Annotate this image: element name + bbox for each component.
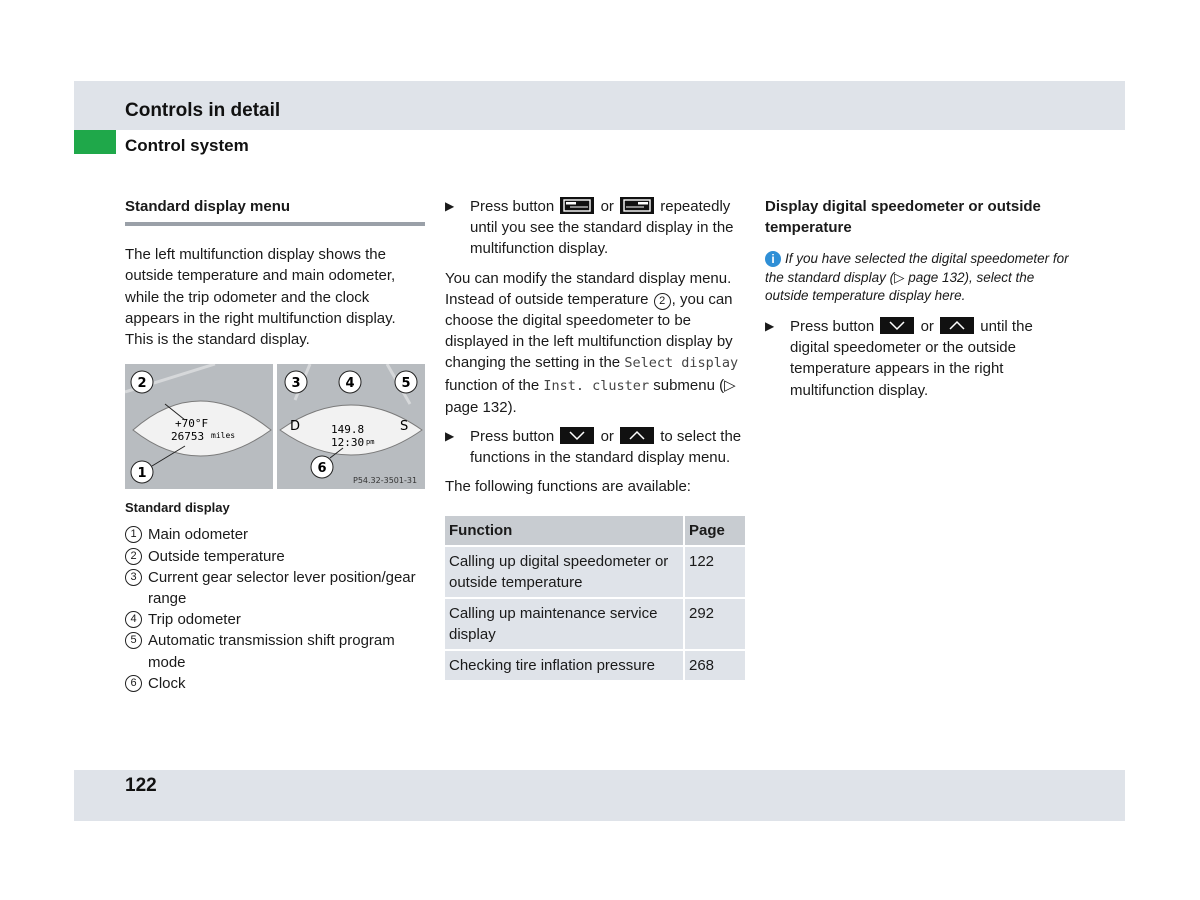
instruction-step (445, 196, 745, 260)
instruction-step (445, 426, 745, 468)
page-number: 122 (125, 775, 157, 796)
para-number: 2 (654, 293, 671, 310)
subsection-title: Control system (125, 136, 249, 155)
legend-text: Trip odometer (148, 611, 241, 629)
step-text: to select the functions in the standard display menu. (470, 428, 742, 467)
step-text: until the digital speedometer or the outside temperature appears in the right multifunction display. (790, 317, 1033, 399)
table-cell: Checking tire inflation pressure (445, 650, 684, 681)
or-text: or (600, 198, 614, 215)
fig-clock-suffix: pm (366, 438, 375, 447)
legend-item (125, 524, 425, 545)
menu-option: Select display (624, 355, 739, 372)
table-header-page: Page (684, 516, 745, 546)
legend-number: 3 (125, 569, 142, 586)
note-text: If you have selected the digital speedometer for the standard display (▷ page 132), select the outside temperature display here. (765, 251, 1069, 304)
legend-item (125, 609, 425, 630)
legend-text: Current gear selector lever position/gear range (148, 568, 416, 608)
display-left-button-icon (560, 197, 594, 214)
legend-item (125, 567, 425, 609)
heading-rule (125, 222, 425, 226)
callout-5: 5 (401, 376, 411, 392)
figure-caption: Standard display (125, 500, 230, 516)
para-text: You can modify the standard display menu. Instead of outside temperature (445, 269, 732, 308)
table-row (445, 598, 745, 650)
functions-table (445, 516, 745, 682)
up-button-icon (620, 427, 654, 444)
fig-temp: +70°F (175, 417, 209, 431)
down-button-icon (880, 317, 914, 334)
table-cell: Calling up digital speedometer or outside temperature (445, 546, 684, 598)
instruction-step (765, 316, 1070, 401)
cluster-illustration (125, 364, 425, 489)
bullet-arrow-icon: ▶ (445, 199, 455, 213)
table-row (445, 650, 745, 681)
up-button-icon (940, 317, 974, 334)
legend-text: Main odometer (148, 526, 249, 544)
down-button-icon (560, 427, 594, 444)
para-text: submenu (▷ page 132). (445, 376, 736, 416)
table-cell: 122 (684, 546, 745, 598)
legend-text: Automatic transmission shift program mode (148, 632, 395, 671)
fig-miles: miles (211, 431, 236, 441)
menu-name: Inst. cluster (543, 377, 650, 394)
legend-item (125, 546, 425, 567)
fig-odometer: 26753 (171, 430, 205, 444)
modify-paragraph (445, 268, 745, 418)
step-text: Press button (470, 428, 555, 446)
callout-4: 4 (345, 376, 355, 392)
table-cell: 268 (684, 650, 745, 681)
fig-trip: 149.8 (331, 423, 365, 437)
available-text: The following functions are available: (445, 478, 691, 496)
fig-clock: 12:30 (331, 436, 365, 450)
instrument-cluster-figure (125, 364, 425, 489)
callout-1: 1 (137, 466, 147, 482)
display-right-button-icon (620, 197, 654, 214)
footer-band (74, 770, 1125, 821)
or-text: or (920, 317, 934, 335)
fig-gear: D (290, 419, 301, 435)
or-text: or (600, 428, 614, 446)
callout-3: 3 (291, 376, 301, 392)
speedometer-heading: Display digital speedometer or outside temperature (765, 198, 1041, 237)
step-text: Press button (790, 317, 875, 335)
step-text: Press button (470, 198, 555, 215)
para-text: , you can choose the digital speedometer to be displayed in the left multifunction display by changing the setting in the (445, 290, 733, 372)
bullet-arrow-icon: ▶ (765, 318, 775, 333)
legend-number: 6 (125, 675, 142, 692)
table-cell: Calling up maintenance service display (445, 598, 684, 650)
section-marker (74, 130, 116, 154)
column-3 (765, 196, 1070, 401)
callout-6: 6 (317, 461, 327, 477)
table-header-function: Function (445, 516, 684, 546)
step-text: repeatedly until you see the standard display in the multifunction display. (470, 198, 734, 258)
info-note (765, 250, 1070, 306)
intro-paragraph: The left multifunction display shows the outside temperature and main odometer, while the trip odometer and the clock appears in the right multifunction display. This is the standard display. (125, 246, 396, 349)
para-text: function of the (445, 376, 540, 394)
info-icon: i (765, 251, 781, 267)
column-1 (125, 196, 425, 694)
legend-item (125, 673, 425, 694)
column-2 (445, 196, 745, 682)
section-title: Controls in detail (125, 100, 281, 121)
legend-number: 5 (125, 632, 142, 649)
standard-display-heading: Standard display menu (125, 198, 291, 215)
legend-item (125, 630, 425, 672)
fig-code: P54.32-3501-31 (353, 476, 418, 486)
legend-number: 2 (125, 548, 142, 565)
fig-program: S (400, 419, 409, 435)
legend-number: 4 (125, 611, 142, 628)
table-row (445, 546, 745, 598)
callout-2: 2 (137, 376, 147, 392)
legend-text: Outside temperature (148, 547, 285, 565)
legend-text: Clock (148, 674, 186, 692)
table-header-row (445, 516, 745, 546)
legend-number: 1 (125, 526, 142, 543)
bullet-arrow-icon: ▶ (445, 429, 455, 444)
figure-legend (125, 524, 425, 694)
table-cell: 292 (684, 598, 745, 650)
